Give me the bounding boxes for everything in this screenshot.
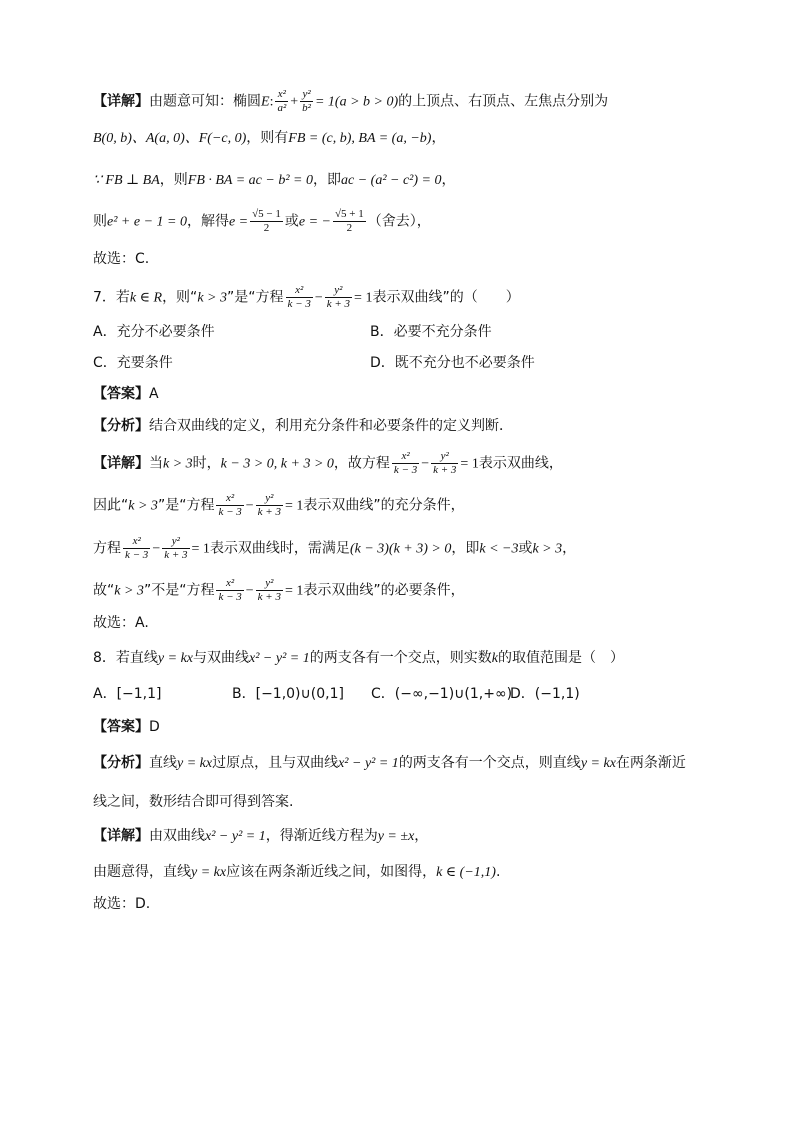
q7-answer: 【答案】A [93,386,159,402]
fraction: $\frac{\text{y²}}{k + 3}$ [164,535,188,561]
detail-tag: 【详解】 [93,93,149,110]
fraction: $\frac{\text{y²}}{\text{b²}}$ [302,88,311,114]
q7-detail-2: 因此“k > 3”是“方程 $\frac{\text{x²}}{k - 3}$ − $\frac{\text{y²}}{k + 3}$ = 1表示双曲线”的充分条件， [93,492,465,518]
question-7: 7．若k ∈ R，则“k > 3”是“方程 $\frac{\text{x²}}{k - 3}$ − $\frac{\text{y²}}{k + 3}$ = 1表示双曲线”的（ ） [93,284,520,310]
fraction: $\frac{\text{x²}}{k - 3}$ [393,450,418,476]
fraction: $\frac{\text{x²}}{k - 3}$ [125,535,149,561]
q8-option-c: C．(−∞,−1)∪(1,+∞) [371,686,513,702]
detail-line-3: ∵ FB ⊥ BA，则FB · BA = ac − b² = 0，即ac − (a² − c²) = 0， [93,172,456,188]
detail-line-1: 【详解】由题意可知：椭圆E: $\frac{\text{x²}}{\text{a²}}$ + $\frac{\text{y²}}{\text{b²}}$ = 1(a > b > 0)的上顶点、右顶点、左焦点分别为 [93,88,609,114]
q8-option-b: B．[−1,0)∪(0,1] [232,686,344,702]
q7-option-a: A．充分不必要条件 [93,324,215,340]
q7-option-c: C．充要条件 [93,355,173,371]
fraction: $\frac{\text{y²}}{k + 3}$ [433,450,457,476]
fraction: $\frac{\text{x²}}{k - 3}$ [218,577,242,603]
fraction: $\frac{\text{x²}}{k - 3}$ [218,492,242,518]
q7-detail-4: 故“k > 3”不是“方程 $\frac{\text{x²}}{k - 3}$ − $\frac{\text{y²}}{k + 3}$ = 1表示双曲线”的必要条件， [93,577,465,603]
q7-option-d: D．既不充分也不必要条件 [370,355,535,371]
q7-detail-1: 【详解】当k > 3时，k − 3 > 0, k + 3 > 0，故方程 $\frac{\text{x²}}{k - 3}$ − $\frac{\text{y²}}{k + 3}$ = 1表示双曲线， [93,450,563,476]
question-8: 8．若直线y = kx与双曲线x² − y² = 1的两支各有一个交点，则实数k的取值范围是（ ） [93,650,624,666]
q8-select: 故选：D. [93,896,151,912]
detail-line-4: 则e² + e − 1 = 0，解得e = $\frac{√5 - 1}{2}$ 或e = − $\frac{√5 + 1}{2}$ （舍去）， [93,208,431,234]
q8-detail-2: 由题意得，直线y = kx应该在两条渐近线之间，如图得，k ∈ (−1,1). [93,864,501,880]
q7-detail-3: 方程 $\frac{\text{x²}}{k - 3}$ − $\frac{\text{y²}}{k + 3}$ = 1表示双曲线时，需满足(k − 3)(k + 3) > 0，即k < −3或k > 3， [93,535,577,561]
detail-line-2: B(0, b)、A(a, 0)、F(−c, 0)，则有FB = (c, b), BA = (a, −b)， [93,130,446,146]
select-line: 故选：C. [93,251,150,267]
q8-answer: 【答案】D [93,719,160,735]
fraction: $\frac{\text{x²}}{\text{a²}}$ [277,88,287,114]
q8-option-d: D．(−1,1) [510,686,580,702]
q8-analysis-2: 线之间，数形结合即可得到答案. [93,794,294,810]
fraction: $\frac{\text{x²}}{k - 3}$ [287,284,311,310]
q8-detail-1: 【详解】由双曲线x² − y² = 1，得渐近线方程为y = ±x， [93,828,429,844]
fraction: $\frac{\text{y²}}{k + 3}$ [257,577,281,603]
fraction: $\frac{\text{y²}}{k + 3}$ [326,284,351,310]
fraction: $\frac{√5 - 1}{2}$ [252,208,281,234]
q7-option-b: B．必要不充分条件 [370,324,492,340]
q8-analysis-1: 【分析】直线y = kx过原点，且与双曲线x² − y² = 1的两支各有一个交点，则直线y = kx在两条渐近 [93,755,686,771]
fraction: $\frac{√5 + 1}{2}$ [335,208,364,234]
fraction: $\frac{\text{y²}}{k + 3}$ [257,492,281,518]
q7-analysis: 【分析】结合双曲线的定义，利用充分条件和必要条件的定义判断． [93,418,513,434]
q7-select: 故选：A. [93,615,149,631]
q8-option-a: A．[−1,1] [93,686,162,702]
